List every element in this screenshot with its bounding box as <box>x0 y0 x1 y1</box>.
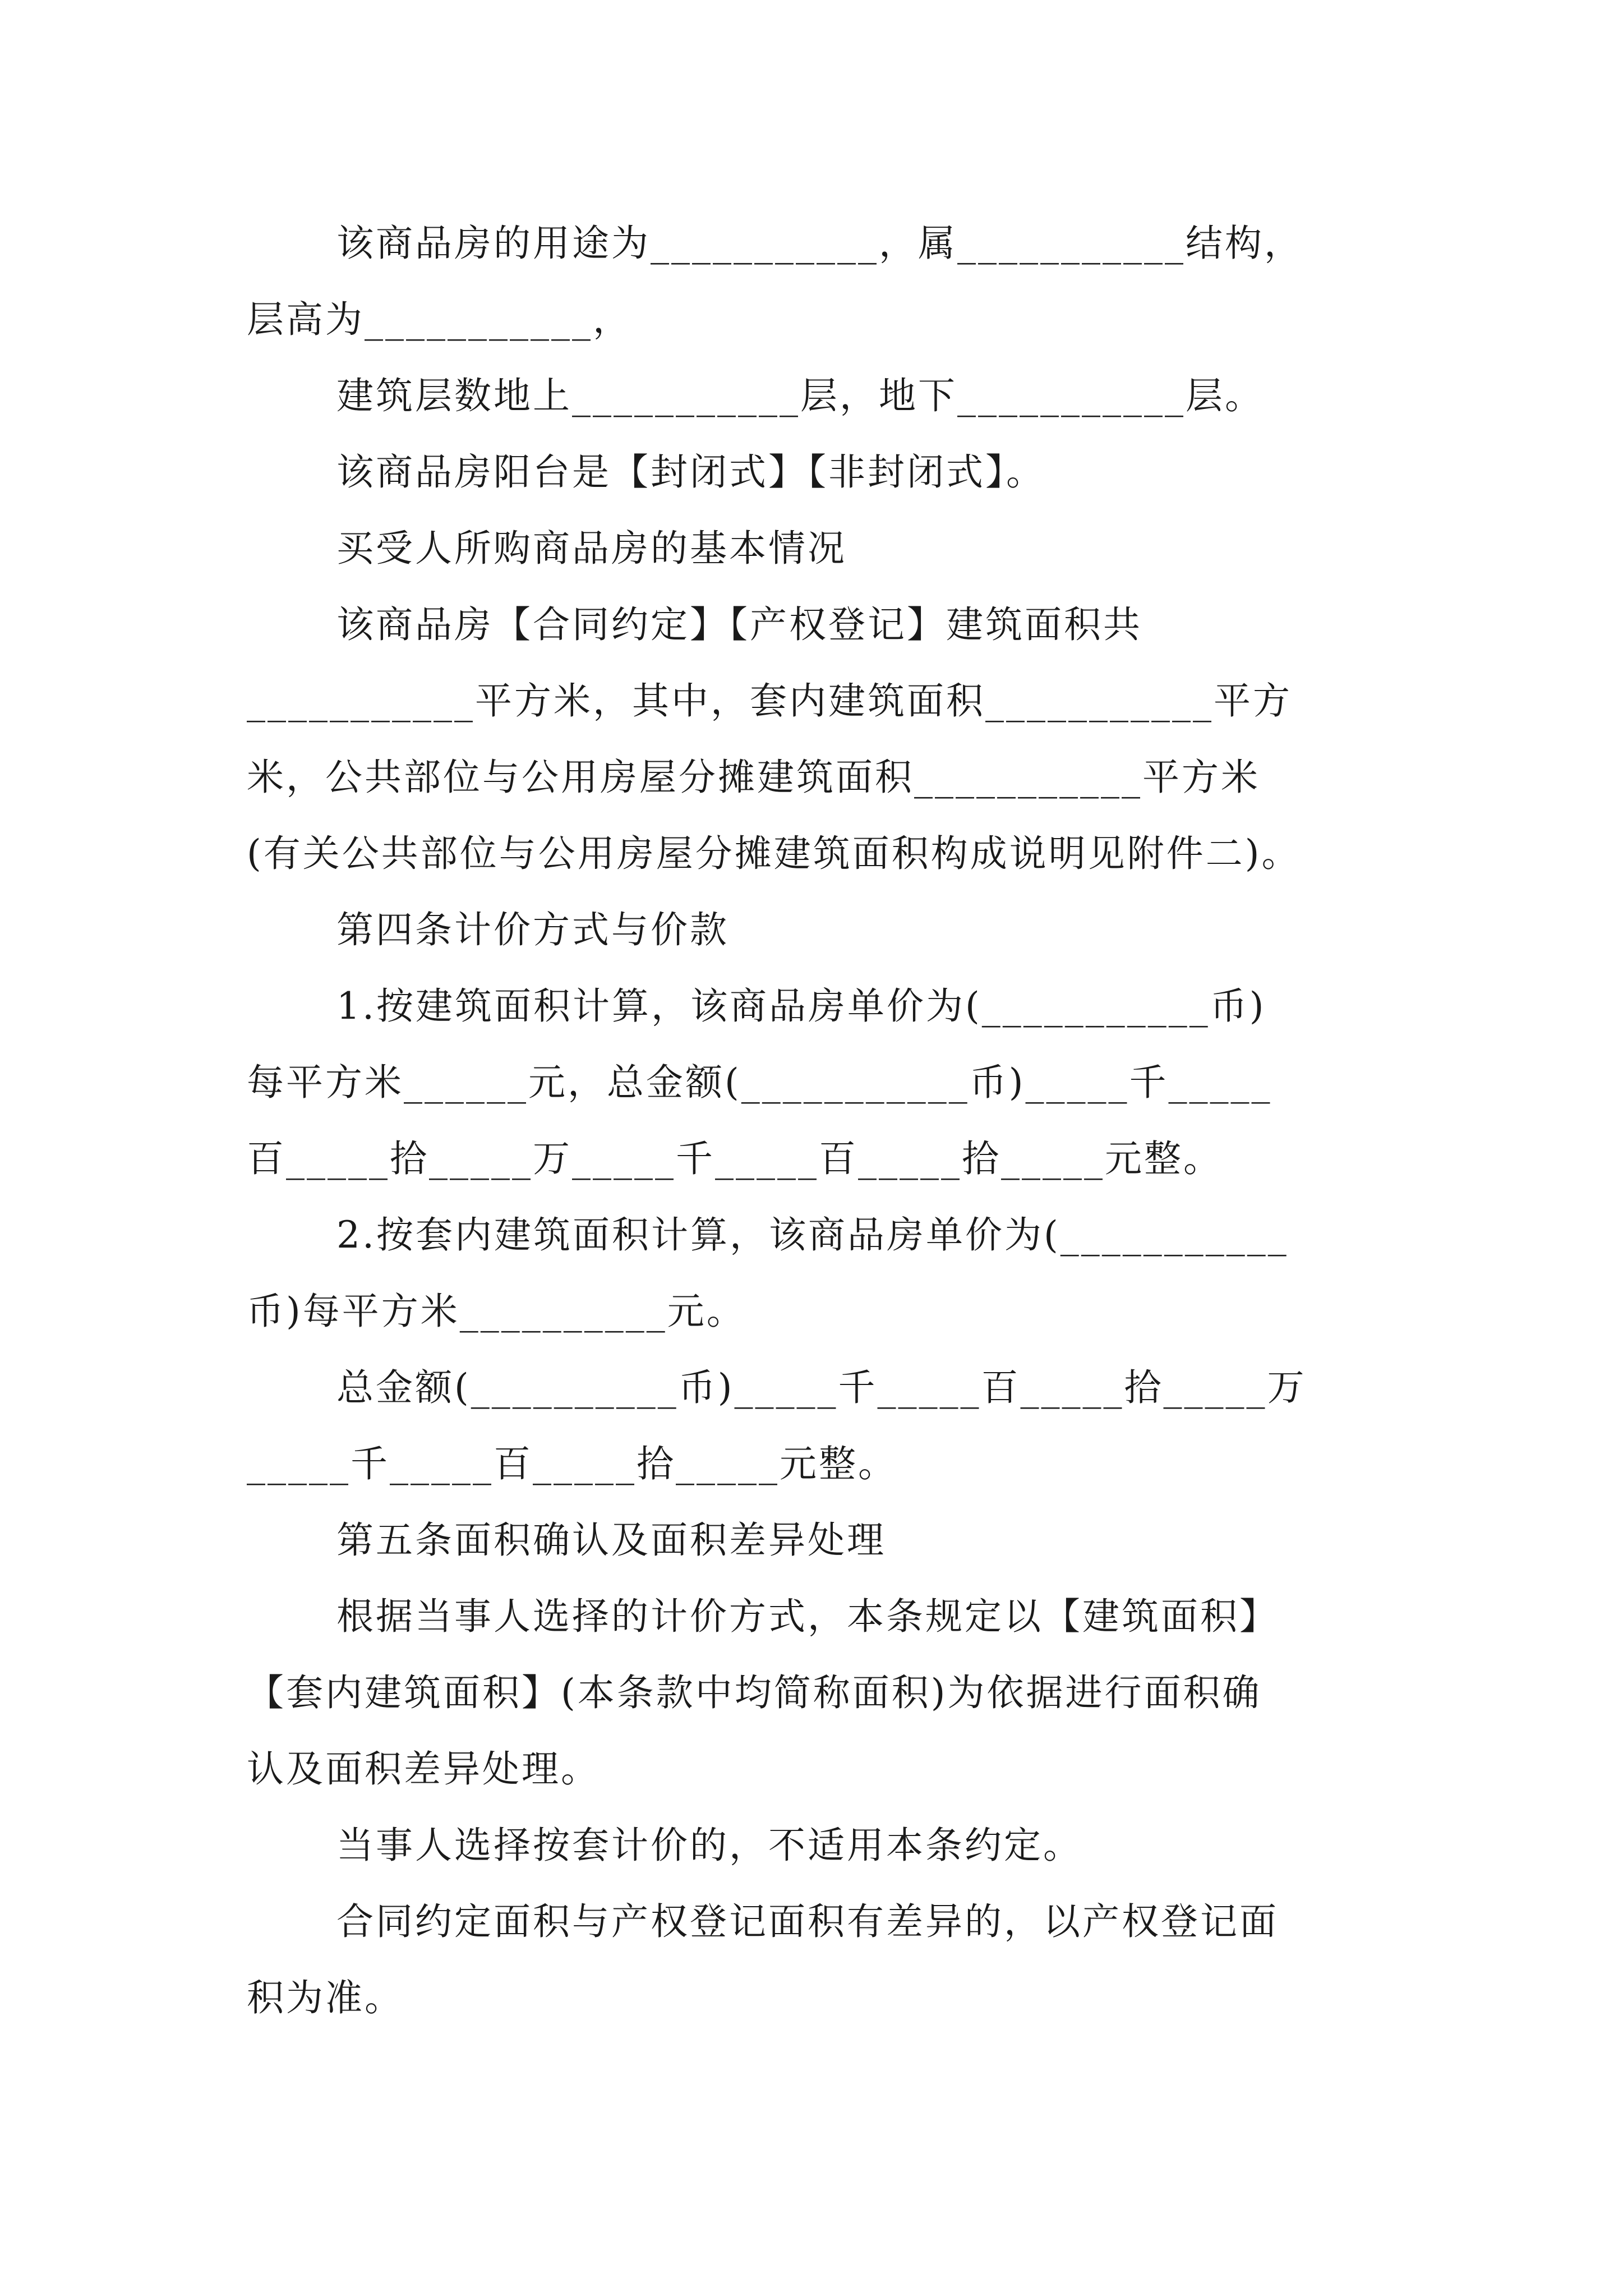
pricing-item-1-line-3: 百_____拾_____万_____千_____百_____拾_____元整。 <box>247 1137 1223 1180</box>
article-five-heading: 第五条面积确认及面积差异处理 <box>336 1519 886 1562</box>
area-discrepancy-line-2: 积为准。 <box>247 1976 404 2019</box>
section-heading-basic-info: 买受人所购商品房的基本情况 <box>336 527 847 570</box>
paragraph-area-line-3: 米，公共部位与公用房屋分摊建筑面积___________平方米 <box>247 756 1260 799</box>
pricing-item-2-line-1: 2.按套内建筑面积计算，该商品房单价为(___________ <box>336 1213 1289 1257</box>
paragraph-usage-line: 该商品房的用途为___________，属___________结构， <box>336 222 1303 265</box>
area-basis-line-3: 认及面积差异处理。 <box>247 1747 600 1791</box>
area-basis-line-2: 【套内建筑面积】(本条款中均简称面积)为依据进行面积确 <box>247 1671 1262 1714</box>
pricing-item-1-line-2: 每平方米______元，总金额(___________币)_____千_____ <box>247 1061 1272 1104</box>
pricing-item-2-total-line-1: 总金额(__________币)_____千_____百_____拾_____万 <box>336 1366 1307 1409</box>
pricing-item-2-line-2: 币)每平方米__________元。 <box>247 1290 746 1333</box>
area-basis-line-1: 根据当事人选择的计价方式，本条规定以【建筑面积】 <box>336 1595 1279 1638</box>
paragraph-area-line-4: (有关公共部位与公用房屋分摊建筑面积构成说明见附件二)。 <box>247 832 1301 875</box>
pricing-item-1-line-1: 1.按建筑面积计算，该商品房单价为(___________币) <box>336 984 1266 1028</box>
area-discrepancy-line-1: 合同约定面积与产权登记面积有差异的，以产权登记面 <box>336 1900 1279 1943</box>
paragraph-floors-line: 建筑层数地上___________层，地下___________层。 <box>336 374 1264 417</box>
pricing-item-2-total-line-2: _____千_____百_____拾_____元整。 <box>247 1442 897 1485</box>
paragraph-floor-height-line: 层高为___________， <box>247 298 632 341</box>
article-four-heading: 第四条计价方式与价款 <box>336 908 729 951</box>
paragraph-area-line-2: ___________平方米，其中，套内建筑面积___________平方 <box>247 679 1292 723</box>
per-unit-pricing-note: 当事人选择按套计价的，不适用本条约定。 <box>336 1824 1082 1867</box>
paragraph-balcony-line: 该商品房阳台是【封闭式】【非封闭式】。 <box>336 450 1045 494</box>
paragraph-area-line-1: 该商品房【合同约定】【产权登记】建筑面积共 <box>336 603 1142 646</box>
